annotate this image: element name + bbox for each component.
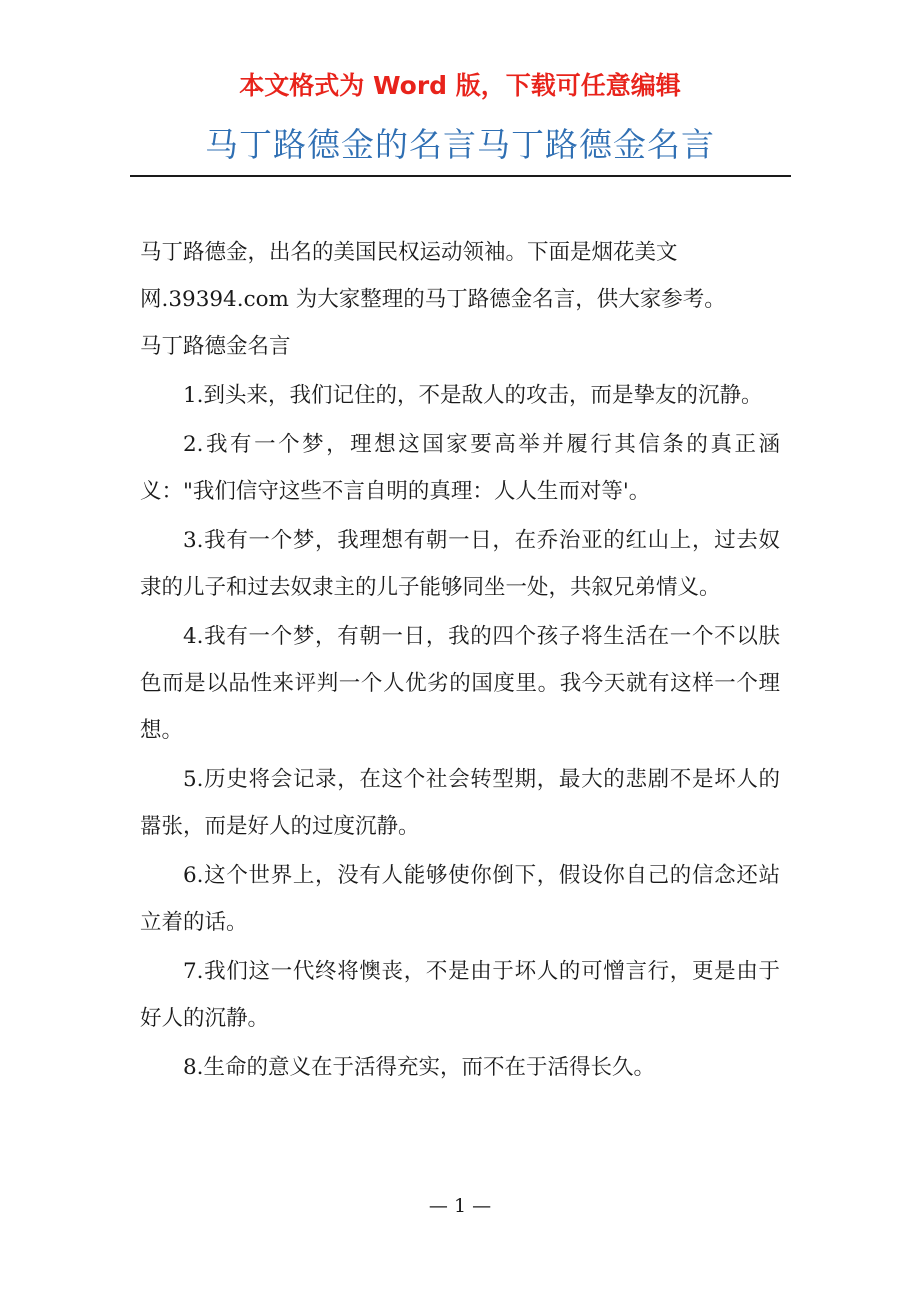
quote-item: 1.到头来，我们记住的，不是敌人的攻击，而是挚友的沉静。 [183,383,763,408]
quote-item: 2.我有一个梦，理想这国家要高举并履行其信条的真正涵义："我们信守这些不言自明的真理：人人生而对等'。 [140,432,780,504]
title-divider [130,175,791,177]
quote-item: 8.生命的意义在于活得充实，而不在于活得长久。 [183,1055,656,1080]
quote-item: 5.历史将会记录，在这个社会转型期，最大的悲剧不是坏人的嚣张，而是好人的过度沉静。 [140,767,780,839]
quote-item: 3.我有一个梦，我理想有朝一日，在乔治亚的红山上，过去奴隶的儿子和过去奴隶主的儿子能够同坐一处，共叙兄弟情义。 [140,528,780,600]
quote-item: 6.这个世界上，没有人能够使你倒下，假设你自己的信念还站立着的话。 [140,863,780,935]
intro-paragraph [140,229,780,370]
document-title: 马丁路德金的名言马丁路德金名言 [205,125,715,164]
quote-item: 7.我们这一代终将懊丧，不是由于坏人的可憎言行，更是由于好人的沉静。 [140,959,780,1031]
format-notice-banner: 本文格式为 Word 版，下载可任意编辑 [239,71,681,100]
document-body [140,229,780,1091]
intro-line: 马丁路德金，出名的美国民权运动领袖。下面是烟花美文 [140,240,678,265]
intro-line: 网.39394.com 为大家整理的马丁路德金名言，供大家参考。 [140,287,726,312]
page-number: — 1 — [428,1195,492,1217]
quote-item: 4.我有一个梦，有朝一日，我的四个孩子将生活在一个不以肤色而是以品性来评判一个人优劣的国度里。我今天就有这样一个理想。 [140,624,780,743]
section-heading: 马丁路德金名言 [140,334,291,359]
